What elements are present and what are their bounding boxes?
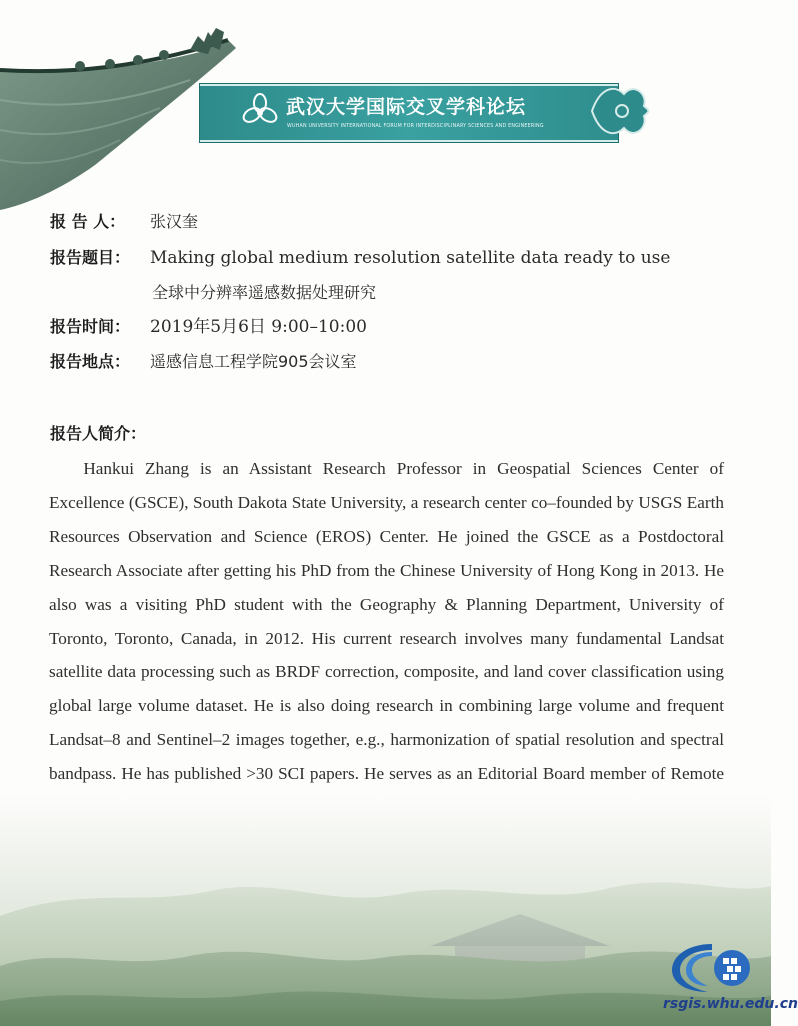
campus-scenery-background	[0, 796, 771, 1026]
bio-heading: 报告人简介：	[50, 424, 147, 443]
globe-logo-icon	[668, 940, 754, 994]
forum-subtitle: WUHAN UNIVERSITY INTERNATIONAL FORUM FOR INTERDISCIPLINARY SCIENCES AND ENGINEERING	[287, 124, 544, 129]
speaker-row	[50, 211, 198, 233]
forum-title: 武汉大学国际交叉学科论坛	[286, 96, 527, 118]
topic-label: 报告题目：	[50, 248, 131, 267]
flower-logo-icon	[242, 93, 278, 129]
bio-paragraph: Hankui Zhang is an Assistant Research Professor in Geospatial Sciences Center of Excellence (GSCE), South Dakota State University, a research center co–founded by USGS Earth Resources Observation and Science (EROS) Center. He joined the GSCE as a Postdoctoral Research Associate after getting his PhD from the Chinese University of Hong Kong in 2013. He also was a visiting PhD student with the Geography & Planning Department, University of Toronto, Toronto, Canada, in 2012. His current research involves many fundamental Landsat satellite data processing such as BRDF correction, composite, and land cover classification using global large volume dataset. He is also doing research in combining large volume and frequent Landsat–8 and Sentinel–2 images together, e.g., harmonization of spatial resolution and spectral bandpass. He has published >30 SCI papers. He serves as an Editorial Board member of Remote	[49, 459, 724, 784]
topic-english: Making global medium resolution satellite data ready to use	[150, 248, 671, 268]
topic-chinese: 全球中分辨率遥感数据处理研究	[152, 283, 377, 302]
time-label: 报告时间：	[50, 317, 131, 336]
topic-row	[50, 247, 670, 269]
speaker-label: 报 告 人：	[50, 212, 126, 231]
time-row	[50, 316, 367, 338]
place-label: 报告地点：	[50, 352, 131, 371]
place-value: 遥感信息工程学院905会议室	[150, 352, 357, 371]
banner-ornament-icon	[588, 80, 650, 142]
website-url[interactable]: rsgis.whu.edu.cn	[663, 996, 798, 1012]
time-value: 2019年5月6日 9:00–10:00	[150, 317, 367, 337]
speaker-name: 张汉奎	[150, 212, 199, 231]
place-row	[50, 351, 357, 373]
